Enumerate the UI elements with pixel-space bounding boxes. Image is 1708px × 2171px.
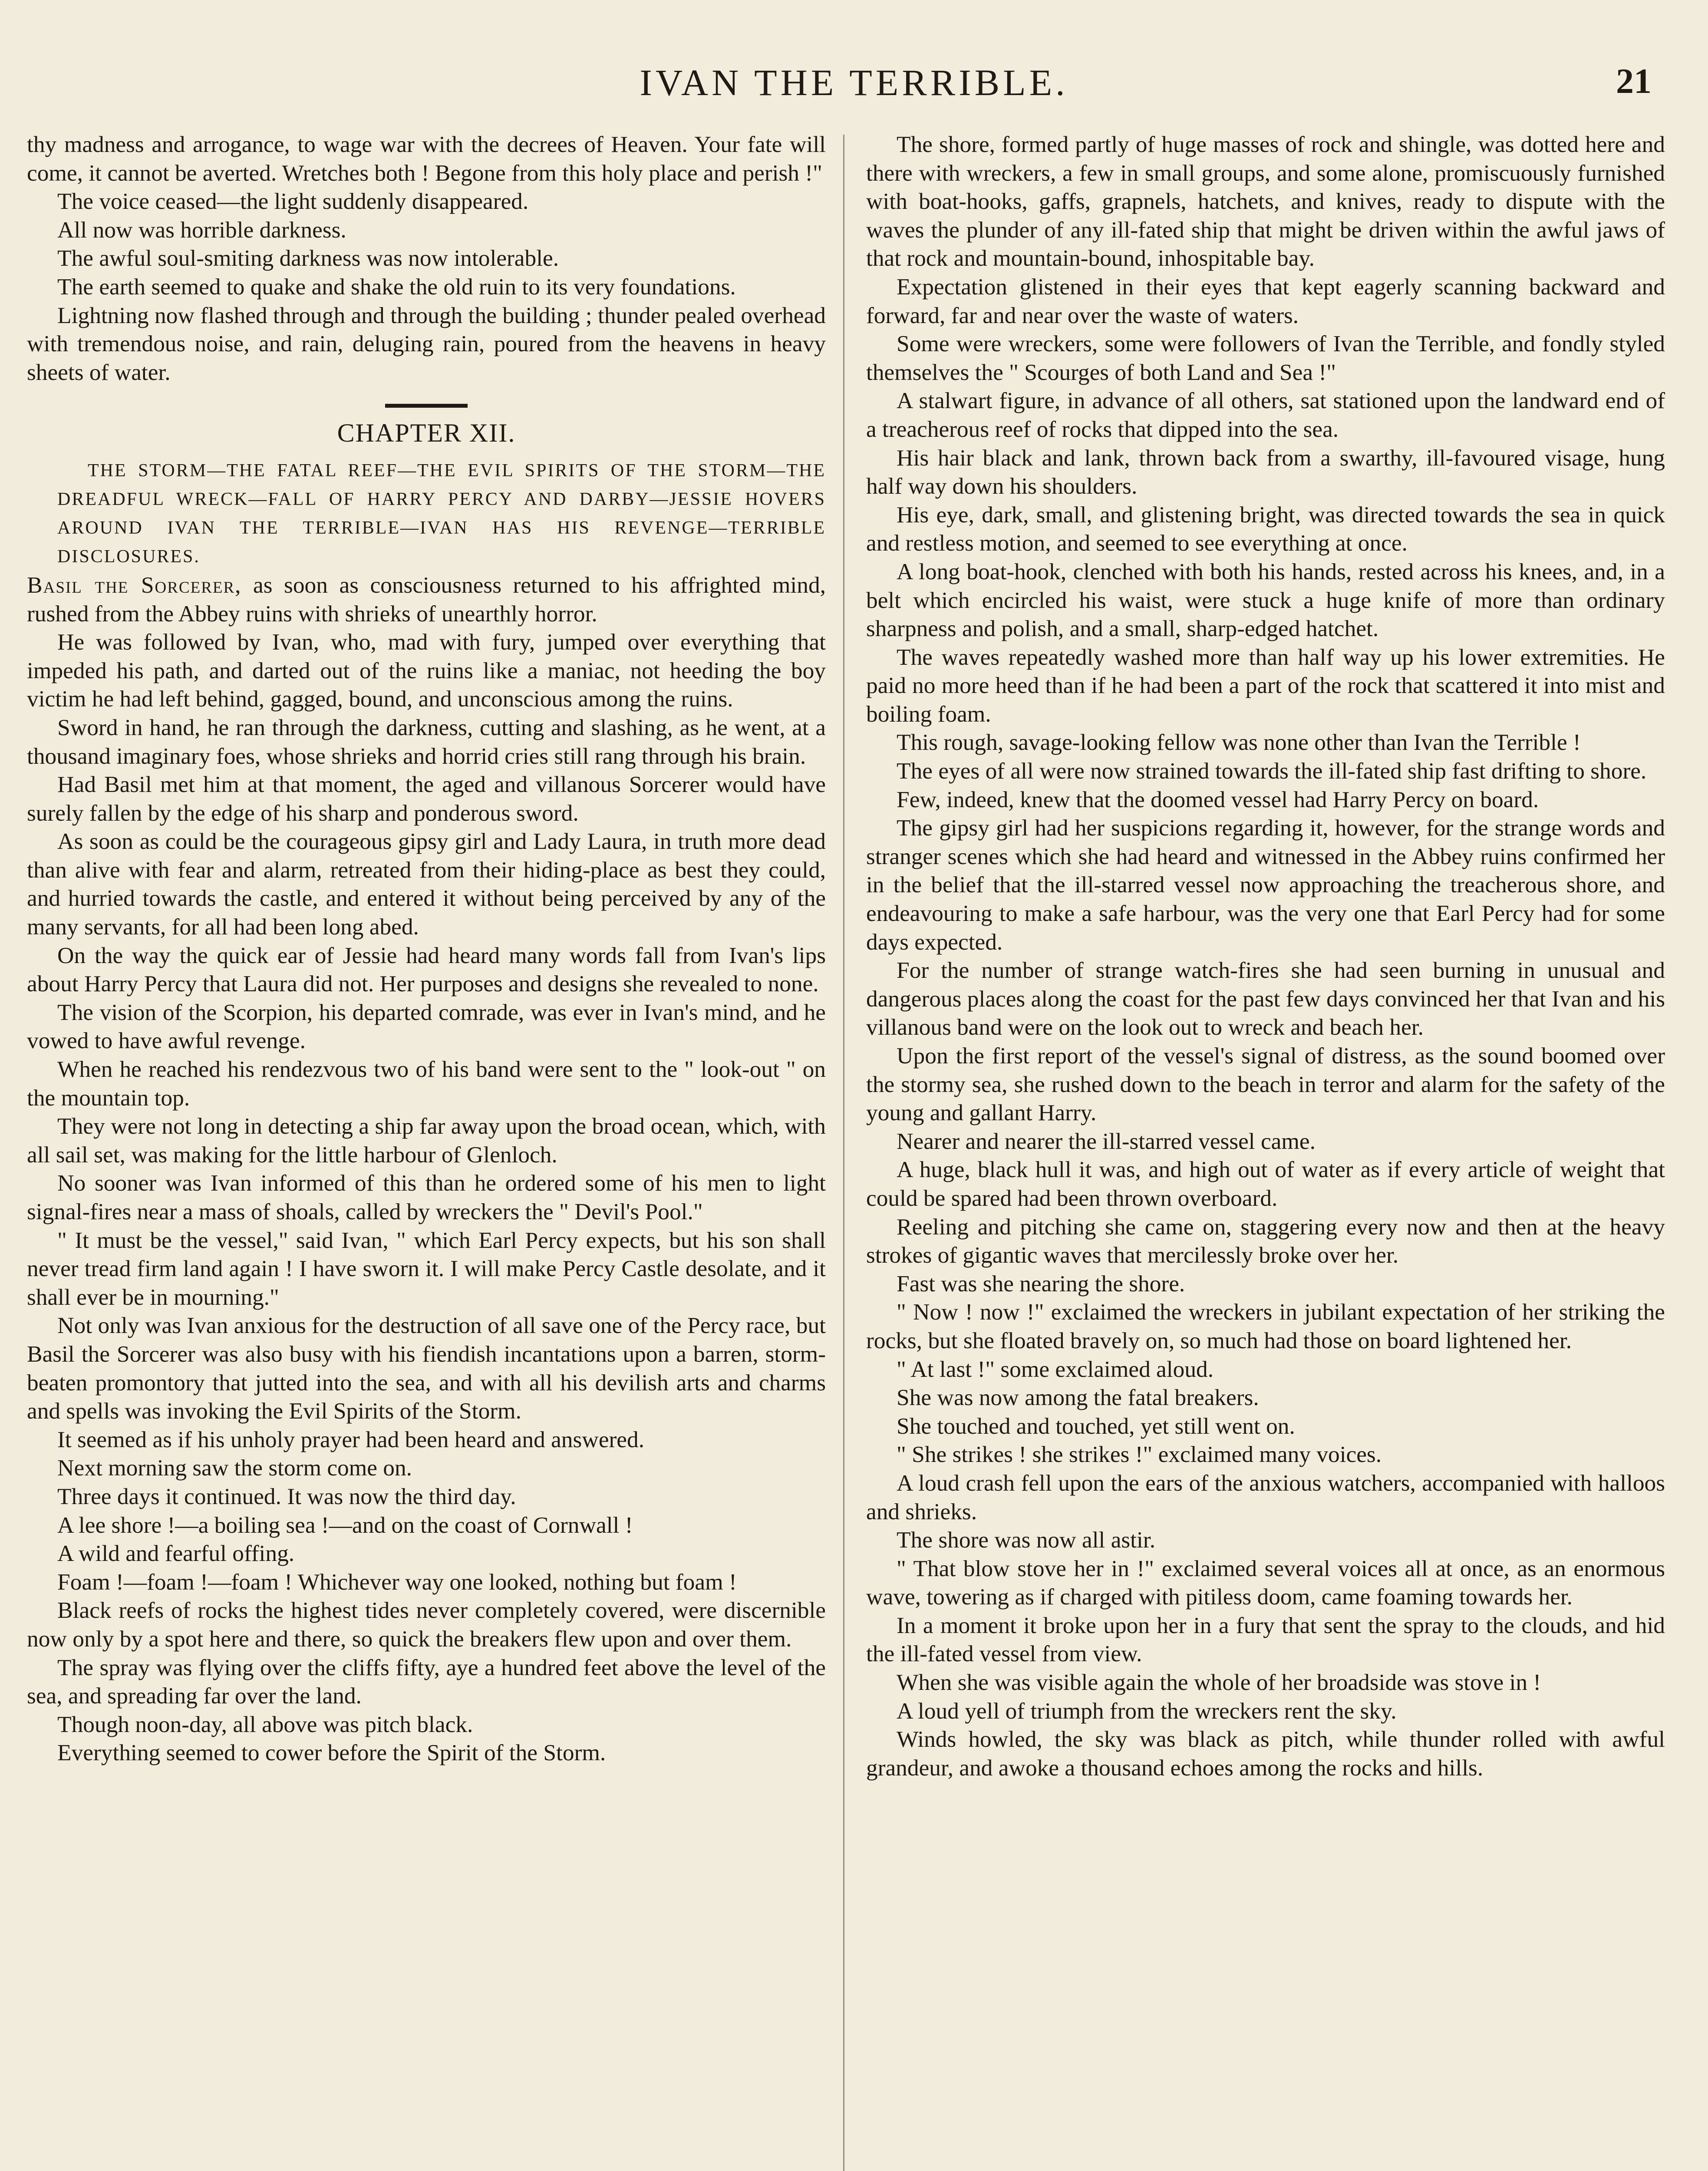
paragraph: The earth seemed to quake and shake the old ruin to its very foundations. bbox=[57, 273, 736, 300]
paragraph: Some were wreckers, some were followers of Ivan the Terrible, and fondly styled themselves the " Scourges of both Land and Sea !" bbox=[866, 330, 1665, 385]
paragraph: Reeling and pitching she came on, staggering every now and then at the heavy strokes of gigantic waves that mercilessly broke over her. bbox=[866, 1213, 1665, 1268]
opening-words: Basil the Sorcerer, bbox=[27, 571, 242, 598]
paragraph: All now was horrible darkness. bbox=[57, 216, 346, 243]
chapter-divider bbox=[385, 404, 468, 408]
paragraph: " It must be the vessel," said Ivan, " which Earl Percy expects, but his son shall never tread firm land again ! I have sworn it. I will make Percy Castle desolate, and it shall ever be in mourning." bbox=[27, 1227, 826, 1310]
chapter-synopsis: THE STORM—THE FATAL REEF—THE EVIL SPIRITS OF THE STORM—THE DREADFUL WRECK—FALL OF HARRY PERCY AND DARBY—JESSIE HOVERS AROUND IVAN THE TERRIBLE—IVAN HAS HIS REVENGE—TERRIBLE DISCLOSURES. bbox=[57, 460, 826, 567]
paragraph: Winds howled, the sky was black as pitch, while thunder rolled with awful grandeur, and awoke a thousand echoes among the rocks and hills. bbox=[866, 1726, 1665, 1781]
paragraph: Lightning now flashed through and through the building ; thunder pealed overhead with tremendous noise, and rain, deluging rain, poured from the heavens in heavy sheets of water. bbox=[27, 302, 826, 385]
paragraph: Foam !—foam !—foam ! Whichever way one looked, nothing but foam ! bbox=[57, 1568, 737, 1595]
column-divider bbox=[843, 135, 844, 2171]
paragraph: Everything seemed to cower before the Spirit of the Storm. bbox=[57, 1739, 606, 1766]
paragraph: When he reached his rendezvous two of his band were sent to the " look-out " on the mountain top. bbox=[27, 1056, 826, 1111]
paragraph: The eyes of all were now strained towards the ill-fated ship fast drifting to shore. bbox=[897, 758, 1647, 784]
paragraph: She touched and touched, yet still went on. bbox=[897, 1412, 1295, 1439]
page-header bbox=[0, 56, 1708, 109]
paragraph: This rough, savage-looking fellow was none other than Ivan the Terrible ! bbox=[897, 729, 1581, 756]
paragraph: The awful soul-smiting darkness was now intolerable. bbox=[57, 245, 559, 271]
paragraph: A loud yell of triumph from the wreckers rent the sky. bbox=[897, 1697, 1397, 1724]
paragraph: A huge, black hull it was, and high out of water as if every article of weight that could be spared had been thrown overboard. bbox=[866, 1156, 1665, 1211]
paragraph: " Now ! now !" exclaimed the wreckers in jubilant expectation of her striking the rocks, but she floated bravely on, so much had those on board lightened her. bbox=[866, 1299, 1665, 1353]
paragraph: His hair black and lank, thrown back from a swarthy, ill-favoured visage, hung half way down his shoulders. bbox=[866, 444, 1665, 499]
running-title: IVAN THE TERRIBLE. bbox=[640, 62, 1068, 103]
paragraph: The waves repeatedly washed more than half way up his lower extremities. He paid no more heed than if he had been a part of the rock that scattered it into mist and boiling foam. bbox=[866, 643, 1665, 727]
paragraph: " She strikes ! she strikes !" exclaimed many voices. bbox=[897, 1441, 1382, 1468]
paragraph: " At last !" some exclaimed aloud. bbox=[897, 1356, 1214, 1382]
paragraph: In a moment it broke upon her in a fury that sent the spray to the clouds, and hid the ill-fated vessel from view. bbox=[866, 1612, 1665, 1667]
paragraph: A lee shore !—a boiling sea !—and on the coast of Cornwall ! bbox=[57, 1511, 633, 1538]
paragraph: Not only was Ivan anxious for the destruction of all save one of the Percy race, but Basil the Sorcerer was also busy with his fiendish incantations upon a barren, storm-beaten promontory that jutted into the sea, and with all his devilish arts and charms and spells was invoking the Evil Spirits of the Storm. bbox=[27, 1312, 826, 1424]
paragraph: Next morning saw the storm come on. bbox=[57, 1455, 412, 1481]
paragraph: He was followed by Ivan, who, mad with fury, jumped over everything that impeded his path, and darted out of the ruins like a maniac, not heeding the boy victim he had left behind, gagged, bound, and unconscious among the ruins. bbox=[27, 629, 826, 712]
paragraph: As soon as could be the courageous gipsy girl and Lady Laura, in truth more dead than alive with fear and alarm, retreated from their hiding-place as best they could, and hurried towards the castle, and entered it without being perceived by any of the many servants, for all had been long abed. bbox=[27, 828, 826, 940]
chapter-title: CHAPTER XII. bbox=[337, 419, 516, 448]
right-column bbox=[866, 130, 1665, 2171]
paragraph: thy madness and arrogance, to wage war with the decrees of Heaven. Your fate will come, it cannot be averted. Wretches both ! Begone from this holy place and perish !" bbox=[27, 131, 826, 186]
paragraph: The vision of the Scorpion, his departed comrade, was ever in Ivan's mind, and he vowed to have awful revenge. bbox=[27, 999, 826, 1054]
paragraph bbox=[27, 571, 826, 628]
paragraph: When she was visible again the whole of her broadside was stove in ! bbox=[897, 1669, 1541, 1696]
paragraph: The spray was flying over the cliffs fifty, aye a hundred feet above the level of the sea, and spreading far over the land. bbox=[27, 1654, 826, 1709]
paragraph-text: as soon as consciousness returned to his affrighted mind, rushed from the Abbey ruins with shrieks of unearthly horror. bbox=[27, 571, 826, 627]
paragraph: For the number of strange watch-fires she had seen burning in unusual and dangerous places along the coast for the past few days convinced her that Ivan and his villanous band were on the look out to wreck and beach her. bbox=[866, 957, 1665, 1040]
paragraph: Nearer and nearer the ill-starred vessel came. bbox=[897, 1128, 1316, 1154]
paragraph: Though noon-day, all above was pitch black. bbox=[57, 1711, 473, 1737]
paragraph: Expectation glistened in their eyes that kept eagerly scanning backward and forward, far and near over the waste of waters. bbox=[866, 273, 1665, 328]
paragraph: The shore, formed partly of huge masses of rock and shingle, was dotted here and there with wreckers, a few in small groups, and some alone, promiscuously furnished with boat-hooks, gaffs, grapnels, hatchets, and knives, ready to dispute with the waves the plunder of any ill-fated ship that might be driven within the awful jaws of that rock and mountain-bound, inhospitable bay. bbox=[866, 131, 1665, 271]
paragraph: A loud crash fell upon the ears of the anxious watchers, accompanied with halloos and shrieks. bbox=[866, 1469, 1665, 1524]
paragraph: She was now among the fatal breakers. bbox=[897, 1384, 1259, 1411]
paragraph: The shore was now all astir. bbox=[897, 1527, 1156, 1553]
paragraph: A stalwart figure, in advance of all others, sat stationed upon the landward end of a treacherous reef of rocks that dipped into the sea. bbox=[866, 387, 1665, 442]
paragraph: They were not long in detecting a ship far away upon the broad ocean, which, with all sail set, was making for the little harbour of Glenloch. bbox=[27, 1113, 826, 1168]
paragraph: His eye, dark, small, and glistening bright, was directed towards the sea in quick and restless motion, and seemed to see everything at once. bbox=[866, 501, 1665, 556]
page-number: 21 bbox=[1616, 61, 1652, 101]
paragraph: Few, indeed, knew that the doomed vessel had Harry Percy on board. bbox=[897, 786, 1539, 812]
paragraph: On the way the quick ear of Jessie had heard many words fall from Ivan's lips about Harry Percy that Laura did not. Her purposes and designs she revealed to none. bbox=[27, 942, 826, 997]
paragraph: " That blow stove her in !" exclaimed several voices all at once, as an enormous wave, towering as if charged with pitiless doom, came foaming towards her. bbox=[866, 1555, 1665, 1610]
paragraph: The voice ceased—the light suddenly disappeared. bbox=[57, 188, 529, 214]
left-column bbox=[27, 130, 826, 2171]
paragraph: It seemed as if his unholy prayer had been heard and answered. bbox=[57, 1426, 645, 1452]
paragraph: The gipsy girl had her suspicions regarding it, however, for the strange words and stranger scenes which she had heard and witnessed in the Abbey ruins confirmed her in the belief that the ill-starred vessel now approaching the treacherous shore, and endeavouring to make a safe harbour, was the very one that Earl Percy had for some days expected. bbox=[866, 815, 1665, 955]
paragraph: Fast was she nearing the shore. bbox=[897, 1270, 1185, 1297]
paragraph: Had Basil met him at that moment, the aged and villanous Sorcerer would have surely fallen by the edge of his sharp and ponderous sword. bbox=[27, 771, 826, 826]
paragraph: Black reefs of rocks the highest tides never completely covered, were discernible now only by a spot here and there, so quick the breakers flew upon and over them. bbox=[27, 1597, 826, 1652]
paragraph: Upon the first report of the vessel's signal of distress, as the sound boomed over the stormy sea, she rushed down to the beach in terror and alarm for the safety of the young and gallant Harry. bbox=[866, 1043, 1665, 1126]
paragraph: Sword in hand, he ran through the darkness, cutting and slashing, as he went, at a thousand imaginary foes, whose shrieks and horrid cries still rang through his brain. bbox=[27, 714, 826, 769]
paragraph: A long boat-hook, clenched with both his hands, rested across his knees, and, in a belt which encircled his waist, were stuck a huge knife of more than ordinary sharpness and polish, and a small, sharp-edged hatchet. bbox=[866, 558, 1665, 642]
paragraph: A wild and fearful offing. bbox=[57, 1540, 295, 1567]
paragraph: Three days it continued. It was now the third day. bbox=[57, 1483, 516, 1509]
paragraph: No sooner was Ivan informed of this than he ordered some of his men to light signal-fires near a mass of shoals, called by wreckers the " Devil's Pool." bbox=[27, 1170, 826, 1224]
